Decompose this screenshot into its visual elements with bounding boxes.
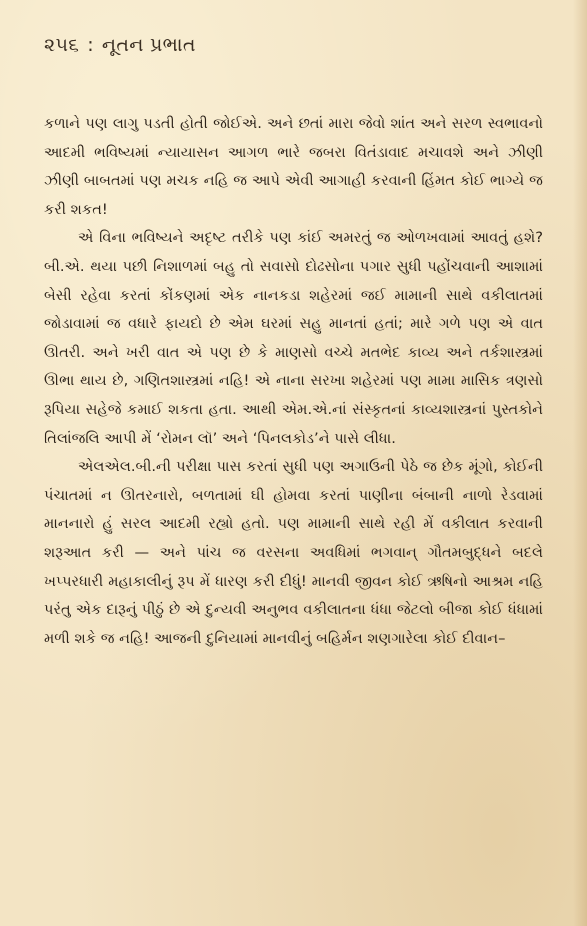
- paragraph-2: એ વિના ભવિષ્યને અદૃષ્ટ તરીકે પણ કાંઈ અમરતું જ ઓળખવામાં આવતું હશે? બી.એ. થયા પછી નિશાળમાં બહુ તો સવાસો દોઢસોના પગાર સુધી પહોંચવાની આશામાં બેસી રહેવા કરતાં કોંકણમાં એક નાનકડા શહેરમાં જઈ મામાની સાથે વકીલાતમાં જોડાવામાં જ વધારે ફાયદો છે એમ ઘરમાં સહુ માનતાં હતાં; મારે ગળે પણ એ વાત ઊતરી. અને ખરી વાત એ પણ છે કે માણસો વચ્ચે મતભેદ કાવ્ય અને તર્કશાસ્ત્રમાં ઊભા થાય છે, ગણિતશાસ્ત્રમાં નહિ! એ નાના સરખા શહેરમાં પણ મામા માસિક ત્રણસો રૂપિયા સહેજે કમાઈ શકતા હતા. આથી એમ.એ.નાં સંસ્કૃતનાં કાવ્યશાસ્ત્રનાં પુસ્તકોને તિલાંજલિ આપી મેં ‘રોમન લૉ’ અને ‘પિનલકોડ’ને પાસે લીધા.: [44, 229, 543, 447]
- paragraph-1: કળાને પણ લાગુ પડતી હોતી જોઈએ. અને છતાં મારા જેવો શાંત અને સરળ સ્વભાવનો આદમી ભવિષ્યમાં ન્યાયાસન આગળ ભારે જબરા વિતંડાવાદ મચાવશે અને ઝીણી ઝીણી બાબતમાં પણ મચક નહિ જ આપે એવી આગાહી કરવાની હિંમત કોઈ ભાગ્યે જ કરી શકત!: [44, 115, 543, 218]
- header-separator: :: [87, 34, 94, 56]
- book-title: નૂતન પ્રભાત: [101, 34, 196, 56]
- page-body: [44, 110, 543, 653]
- page-edge-shadow: [573, 0, 587, 926]
- paragraph-3: એલએલ.બી.ની પરીક્ષા પાસ કરતાં સુધી પણ અગાઉની પેઠે જ છેક મૂંગો, કોઈની પંચાતમાં ન ઊતરનારો, બળતામાં ઘી હોમવા કરતાં પાણીના બંબાની નાળો રેડવામાં માનનારો હું સરલ આદમી રહ્યો હતો. પણ મામાની સાથે રહી મેં વકીલાત કરવાની શરૂઆત કરી — અને પાંચ જ વરસના અવધિમાં ભગવાન્ ગૌતમબુદ્ધને બદલે ખપ્પરધારી મહાકાલીનું રૂપ મેં ધારણ કરી દીધું! માનવી જીવન કોઈ ઋષિનો આશ્રમ નહિ પરંતુ એક દારૂનું પીઠું છે એ દુન્યવી અનુભવ વકીલાતના ધંધા જેટલો બીજા કોઈ ધંધામાં મળી શકે જ નહિ! આજની દુનિયામાં માનવીનું બહિર્મન શણગારેલા કોઈ દીવાન–: [44, 458, 543, 647]
- running-header: [44, 32, 543, 58]
- page-number: ૨૫૬: [44, 34, 80, 56]
